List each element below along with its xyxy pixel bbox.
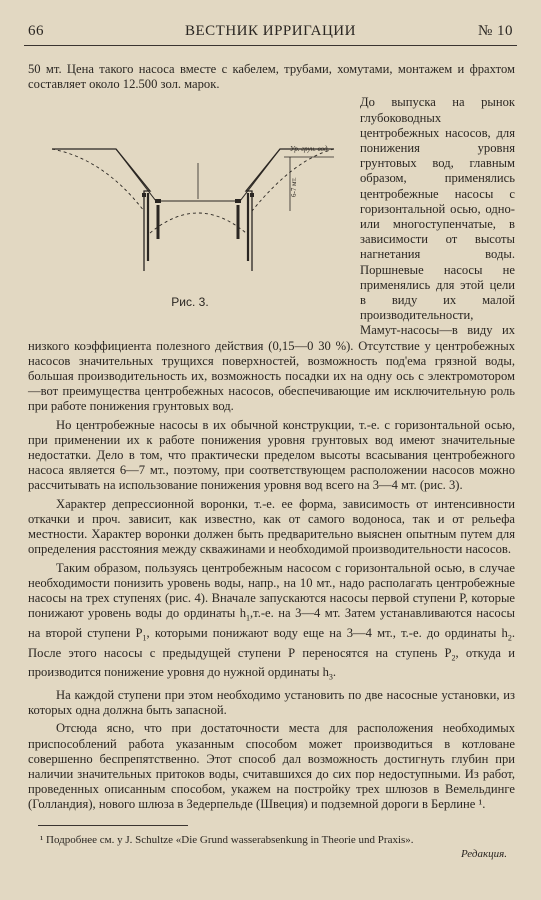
water-level-label: Ур. грун. вод.	[290, 145, 330, 154]
footnote-rule	[38, 825, 188, 826]
issue-number: № 10	[477, 23, 513, 39]
footnote-text: ¹ Подробнее см. у J. Schultze «Die Grund wasserabsenkung in Theorie und Praxis».	[40, 834, 414, 846]
footnote-editor: Редакция.	[460, 848, 507, 860]
intro-paragraph: 50 мт. Цена такого насоса вместе с кабелем, трубами, хомутами, монтажем и фрахтом составляет около 12.500 зол. марок.	[28, 62, 515, 92]
figure-caption: Рис. 3.	[171, 295, 209, 310]
article-body	[28, 62, 515, 816]
paragraph-5: На каждой ступени при этом необходимо установить по две насосные установки, из которых одна должна быть запасной.	[28, 687, 515, 718]
paragraph-4: Таким образом, пользуясь центробежным насосом с горизонтальной осью, в случае необходимости понизить уровень воды, напр., на 10 мт., надо располагать центробежные насосы на трех ступенях (рис. 4). Вначале запускаются насосы первой ступени Р, которые понижают уровень воды до ординаты $h_1,т.-е$. на 3—4 мт. Затем устанавливаются насосы на второй ступени $Р_1$, которыми понижают воду еще на 3—4 мт., т.-е. до ординаты $h_2$. После этого насосы с предыдущей ступени Р переносятся на ступень $Р_2$, откуда и производится понижение уровня до нужной ординаты $h_3$.	[28, 560, 516, 682]
header-rule	[24, 45, 517, 46]
running-header	[28, 22, 513, 44]
paragraph-3: Характер депрессионной воронки, т.-е. ее форма, зависимость от интенсивности откачки и проч. зависит, как известно, как от самого водоноса, так и от рельефа местности. Характер воронки должен быть предварительно выяснен опытным путем для определения расстояния между скважинами и необходимой производительности насосов.	[28, 496, 515, 557]
depth-label: 6-7 мт.	[290, 177, 298, 198]
paragraph-6: Отсюда ясно, что при достаточности места для расположения необходимых приспособлений работа указанным способом может производиться в котловане совершенно беспрепятственно. Этот способ дал возможность достигнуть глубин при наличии значительных притоков воды, считавшихся до сих пор недоступными. Из работ, проведенных описанным способом, укажем на постройку трех шлюзов в Вемельдинге (Голландия), нового шлюза в Зедерпельде (Швеция) и подземной дороги в Берлине ¹.	[28, 721, 515, 812]
footnote	[40, 833, 507, 861]
page-number: 66	[28, 23, 44, 39]
well-diagram	[44, 101, 344, 291]
paragraph-2: Но центробежные насосы в их обычной конструкции, т.-е. с горизонтальной осью, при применении их к работе понижения уровня грунтовых вод имеют значительные недостатки. Дело в том, что практически пределом высоты всасывания центробежного насоса является 6—7 мт., поэтому, при соответствующем расположении насосов можно рассчитывать на использование понижения уровня вод всего на 3—4 мт. (рис. 3).	[28, 417, 515, 493]
paragraph-1: До выпуска на рынок глубоководных центробежных насосов, для понижения уровня грунтовых вод, главным образом, применялись центробежные насосы с горизонтальной осью, одно-или многоступенчатые, в зависимости от высоты нагнетания воды. Поршневые насосы не применялись для этой цели в виду их малой производительности, Мамут-насосы—в виду их низкого коэффициента полезного действия (0,15—0 30 %). Отсутствие у центробежных насосов значительных трущихся поверхностей, возможность под'ема грязной воды, большая производительность их, возможность посадки их на одну ось с электромотором—вот преимущества центробежных насосов, обеспечивающие им исключительную роль при работе понижения грунтовых вод.	[28, 95, 515, 414]
figure-3	[28, 95, 352, 325]
journal-title: ВЕСТНИК ИРРИГАЦИИ	[185, 23, 356, 39]
